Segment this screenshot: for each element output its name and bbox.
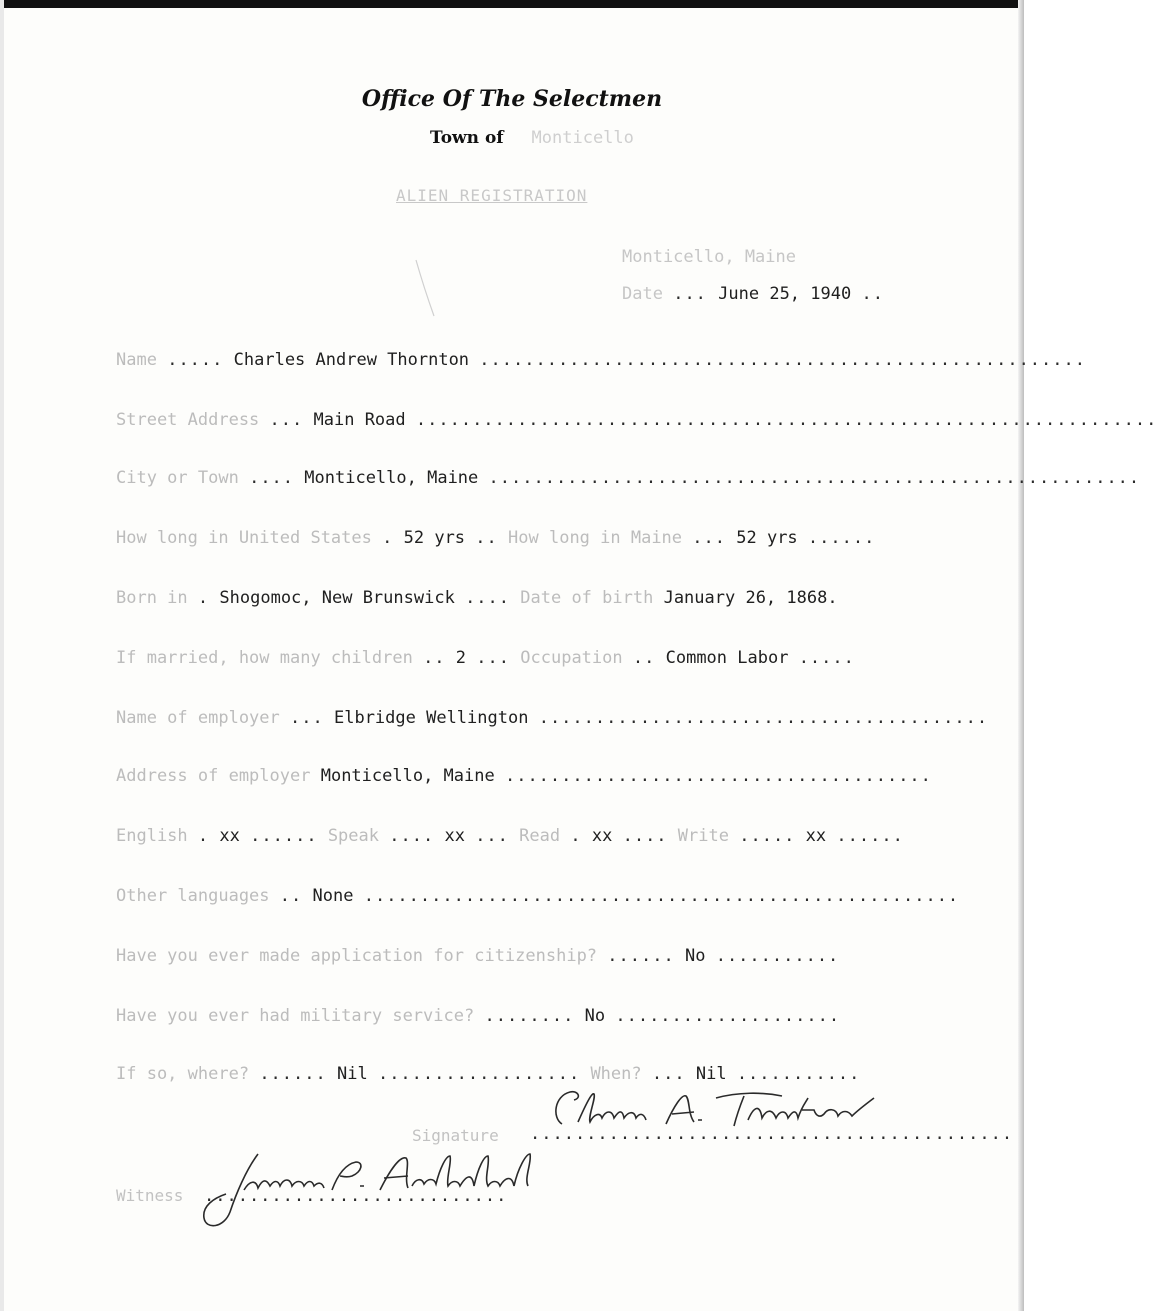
name-label: Name xyxy=(116,350,157,370)
field-row-employer: Name of employer ... Elbridge Wellington ........................................ xyxy=(116,708,989,728)
english-label: English xyxy=(116,826,188,846)
field-row-employer-address: Address of employer Monticello, Maine ...................................... xyxy=(116,766,932,786)
employer-value: Elbridge Wellington xyxy=(333,708,529,728)
signature-handwriting xyxy=(548,1084,888,1140)
field-row-english: English . xx ...... Speak .... xx ... Read . xx .... Write ..... xx ...... xyxy=(116,826,904,846)
citizenship-value: No xyxy=(684,946,706,966)
military-value: No xyxy=(584,1006,606,1026)
scan-border-top xyxy=(0,0,1024,8)
children-value: 2 xyxy=(455,648,467,668)
years-us-label: How long in United States xyxy=(116,528,372,548)
office-title: Office Of The Selectmen xyxy=(361,86,663,112)
place-line: Monticello, Maine xyxy=(622,247,796,267)
field-row-military: Have you ever had military service? ........ No .................... xyxy=(116,1006,841,1026)
employer-label: Name of employer xyxy=(116,708,280,728)
scan-border-right xyxy=(1018,0,1024,1311)
field-row-street: Street Address ... Main Road .................................................................. xyxy=(116,410,1157,430)
years-maine-label: How long in Maine xyxy=(508,528,683,548)
signature-line: ........................................... xyxy=(530,1124,1014,1144)
born-in-label: Born in xyxy=(116,588,188,608)
citizenship-label: Have you ever made application for citizenship? xyxy=(116,946,598,966)
write-label: Write xyxy=(677,826,729,846)
field-row-where-when: If so, where? ...... Nil .................. When? ... Nil ........... xyxy=(116,1064,861,1084)
when-value: Nil xyxy=(695,1064,727,1084)
military-label: Have you ever had military service? xyxy=(116,1006,475,1026)
where-value: Nil xyxy=(336,1064,368,1084)
speak-value: xx xyxy=(444,826,465,846)
write-value: xx xyxy=(805,826,827,846)
field-row-citizenship: Have you ever made application for citizenship? ...... No ........... xyxy=(116,946,840,966)
name-value: Charles Andrew Thornton xyxy=(233,350,470,370)
street-value: Main Road xyxy=(313,410,406,430)
date-value: June 25, 1940 xyxy=(718,284,852,304)
town-line xyxy=(430,128,634,148)
occupation-value: Common Labor xyxy=(665,648,789,668)
town-name: Monticello xyxy=(531,128,634,148)
field-row-residence: How long in United States . 52 yrs .. How long in Maine ... 52 yrs ...... xyxy=(116,528,876,548)
other-languages-value: None xyxy=(312,886,354,906)
scan-mark xyxy=(414,258,436,318)
city-label: City or Town xyxy=(116,468,239,488)
field-row-family: If married, how many children .. 2 ... Occupation .. Common Labor ..... xyxy=(116,648,855,668)
date-line: Date ... June 25, 1940 .. xyxy=(622,284,884,304)
english-value: xx xyxy=(219,826,240,846)
witness-line: ........................... xyxy=(204,1186,508,1206)
years-us-value: 52 yrs xyxy=(403,528,466,548)
born-in-value: Shogomoc, New Brunswick xyxy=(219,588,455,608)
other-languages-label: Other languages xyxy=(116,886,270,906)
speak-label: Speak xyxy=(327,826,379,846)
years-maine-value: 52 yrs xyxy=(736,528,798,548)
street-label: Street Address xyxy=(116,410,260,430)
read-value: xx xyxy=(591,826,613,846)
field-row-other-languages: Other languages .. None ..................................................... xyxy=(116,886,960,906)
witness-handwriting xyxy=(196,1146,546,1232)
when-label: When? xyxy=(590,1064,642,1084)
form-heading: ALIEN REGISTRATION xyxy=(396,186,588,205)
field-row-name: Name ..... Charles Andrew Thornton ...................................................... xyxy=(116,350,1086,370)
children-label: If married, how many children xyxy=(116,648,413,668)
occupation-label: Occupation xyxy=(520,648,623,668)
employer-address-value: Monticello, Maine xyxy=(320,766,495,786)
dob-value: January 26, 1868. xyxy=(663,588,838,608)
scan-border-left xyxy=(0,0,4,1311)
employer-address-label: Address of employer xyxy=(116,766,311,786)
city-value: Monticello, Maine xyxy=(304,468,479,488)
date-label: Date xyxy=(622,284,663,304)
read-label: Read xyxy=(519,826,561,846)
field-row-birth: Born in . Shogomoc, New Brunswick .... Date of birth January 26, 1868. xyxy=(116,588,838,608)
signature-label: Signature xyxy=(412,1126,499,1145)
town-label: Town of xyxy=(430,128,504,148)
where-label: If so, where? xyxy=(116,1064,250,1084)
dob-label: Date of birth xyxy=(520,588,654,608)
field-row-city: City or Town .... Monticello, Maine .......................................................... xyxy=(116,468,1141,488)
witness-label: Witness xyxy=(116,1186,184,1205)
